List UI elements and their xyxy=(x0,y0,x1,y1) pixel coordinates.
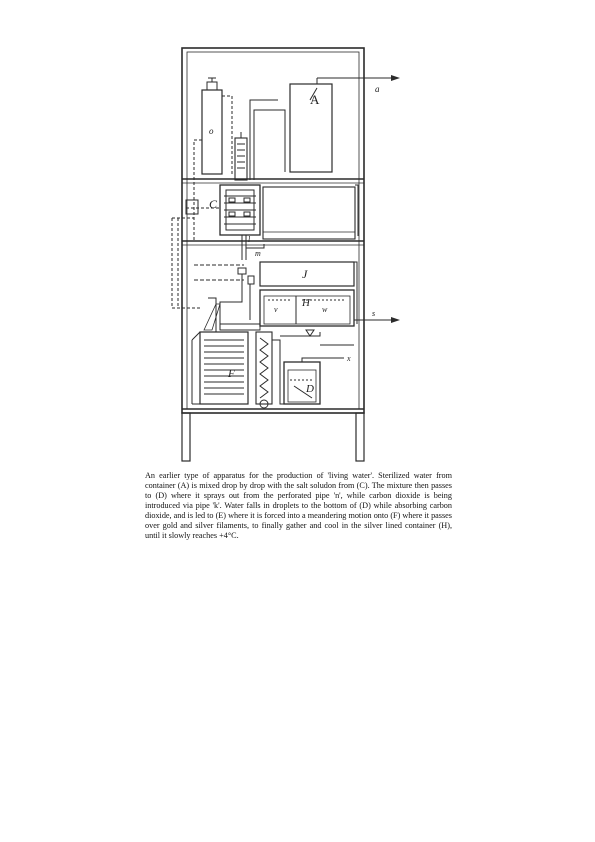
arrow-s xyxy=(391,317,400,323)
label-d: D xyxy=(306,383,314,395)
middle-right-box xyxy=(263,187,355,239)
label-f: F xyxy=(228,368,235,380)
label-c: C xyxy=(209,197,218,211)
label-x: x xyxy=(347,354,351,363)
arrow-a xyxy=(391,75,400,81)
container-d xyxy=(284,362,320,404)
left-leg xyxy=(182,413,190,461)
label-v: v xyxy=(274,305,278,314)
label-a-upper: A xyxy=(310,92,320,107)
label-s: s xyxy=(372,309,376,318)
container-f xyxy=(200,332,248,404)
cabinet-inner-frame xyxy=(187,52,359,409)
figure-caption: An earlier type of apparatus for the production of 'living water'. Sterilized water from container (A) is mixed drop by drop with the salt soludon from (C). The mixture then passes to (D) where it sprays out from the perforated pipe 'n', while carbon dioxide is being introduced via pipe 'k'. Water falls in droplets to the bottom of (D) while absorbing carbon dioxide, and is led to (E) where it is forced into a meandering motion onto (F) where it passes over gold and silver filaments, to finally gather and cool in the silver lined container (H), until it slowly reaches +4°C. xyxy=(145,471,452,540)
label-j: J xyxy=(302,267,308,281)
label-h: H xyxy=(302,297,310,309)
apparatus-figure xyxy=(160,40,420,465)
apparatus-drawing xyxy=(160,40,420,465)
label-m: m xyxy=(255,249,261,258)
label-o: o xyxy=(209,126,214,136)
right-leg xyxy=(356,413,364,461)
label-l: l xyxy=(248,235,251,244)
meander-column-e xyxy=(256,332,272,404)
label-w: w xyxy=(322,305,328,314)
label-a-lower: a xyxy=(375,84,380,94)
